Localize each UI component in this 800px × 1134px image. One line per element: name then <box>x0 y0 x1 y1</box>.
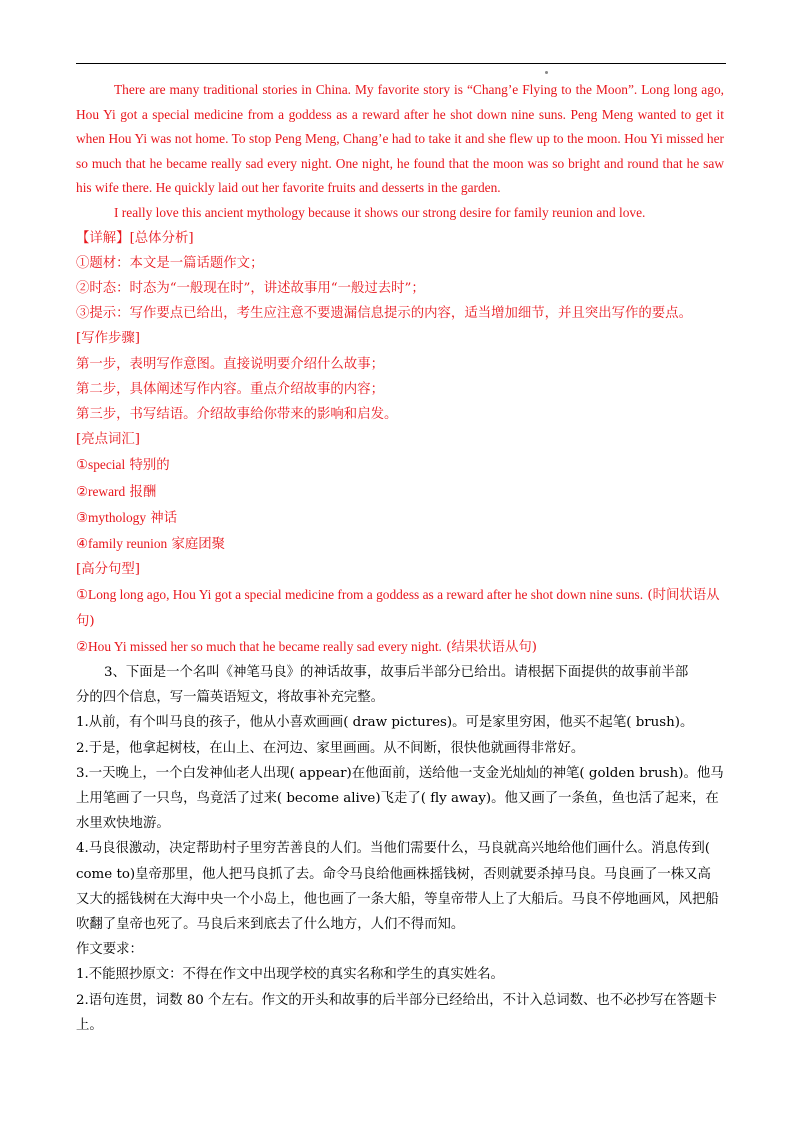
vocab-zh: 特别的 <box>125 458 170 474</box>
requirement-2: 2.语句连贯，词数 80 个左右。作文的开头和故事的后半部分已经给出，不计入总词数、也不必抄写在答题卡上。 <box>76 992 717 1033</box>
question-intro-line-2: 分的四个信息，写一篇英语短文，将故事补充完整。 <box>76 690 384 706</box>
vocab-num: ② <box>76 484 89 500</box>
header-rule <box>76 63 726 64</box>
sentences-heading: [高分句型] <box>76 562 141 578</box>
page-content <box>76 78 724 1038</box>
sentence-item-1 <box>76 582 724 633</box>
vocab-en: mythology <box>88 509 147 525</box>
vocab-num: ③ <box>76 510 89 526</box>
requirements-heading: 作文要求： <box>76 942 143 958</box>
analysis-heading <box>76 226 724 251</box>
vocab-en: family reunion <box>88 536 168 551</box>
vocab-zh: 家庭团聚 <box>167 537 226 552</box>
story-point-4: 4.马良很激动，决定帮助村子里穷苦善良的人们。当他们需要什么，马良就高兴地给他们画什么。消息传到( come to)皇帝那里，他人把马良抓了去。命令马良给他画株摇钱树，否则就要杀掉马良。马良画了一株又高又大的摇钱树在大海中央一个小岛上，他也画了一条大船，等皇帝带人上了大船后。马良不停地画风，风把船吹翻了皇帝也死了。马良后来到底去了什么地方，人们不得而知。 <box>76 841 719 933</box>
step-3: 第三步，书写结语。介绍故事给你带来的影响和启发。 <box>76 406 398 422</box>
vocab-item-3 <box>76 505 724 531</box>
overall-analysis-label: [总体分析] <box>129 230 194 246</box>
vocab-item-1 <box>76 452 724 478</box>
story-point-2: 2.于是，他拿起树枝，在山上、在河边、家里画画。从不间断，很快他就画得非常好。 <box>76 740 585 756</box>
sentence-en: Hou Yi missed her so much that he became really sad every night. <box>88 638 442 654</box>
requirement-1: 1.不能照抄原文：不得在作文中出现学校的真实名称和学生的真实姓名。 <box>76 967 504 983</box>
essay-paragraph-2: I really love this ancient mythology because it shows our strong desire for family reunion and love. <box>114 204 646 220</box>
sentence-num: ② <box>76 639 89 655</box>
vocab-item-4 <box>76 531 724 557</box>
steps-heading: [写作步骤] <box>76 331 141 347</box>
sentence-item-2 <box>76 634 724 660</box>
essay-paragraph-1: There are many traditional stories in China. My favorite story is “Chang’e Flying to the Moon”. Long long ago, Hou Yi got a special medicine from a goddess as a reward after he shot down nine suns. Peng Meng wanted to get it when Hou Yi was not home. To stop Peng Meng, Chang’e had to take it and she flew up to the moon. Hou Yi missed her so much that he became really sad every night. One night, he found that the moon was so bright and round that he saw his wife there. He quickly laid out her favorite fruits and desserts in the garden. <box>76 82 724 196</box>
page-dot <box>545 71 548 74</box>
sentence-en: Long long ago, Hou Yi got a special medicine from a goddess as a reward after he shot down nine suns. <box>88 587 644 603</box>
detail-bracket-label: 【详解】 <box>76 230 130 246</box>
step-2: 第二步，具体阐述写作内容。重点介绍故事的内容； <box>76 381 384 397</box>
sentence-note: (结果状语从句) <box>441 639 537 655</box>
vocab-item-2 <box>76 479 724 505</box>
sentence-num: ① <box>76 588 89 604</box>
vocab-heading: [亮点词汇] <box>76 432 141 448</box>
story-point-3: 3.一天晚上，一个白发神仙老人出现( appear)在他面前，送给他一支金光灿灿的神笔( golden brush)。他马上用笔画了一只鸟，鸟竟活了过来( become alive)飞走了( fly away)。他又画了一条鱼，鱼也活了起来，在水里欢快地游。 <box>76 765 724 832</box>
step-1: 第一步，表明写作意图。直接说明要介绍什么故事； <box>76 356 384 372</box>
analysis-item-1: ①题材：本文是一篇话题作文； <box>76 255 264 271</box>
vocab-en: special <box>88 457 126 473</box>
vocab-zh: 神话 <box>146 510 178 526</box>
analysis-item-2: ②时态：时态为“一般现在时”，讲述故事用“一般过去时”； <box>76 280 425 296</box>
vocab-zh: 报酬 <box>125 484 157 500</box>
question-intro-line-1: 3、下面是一个名叫《神笔马良》的神话故事，故事后半部分已给出。请根据下面提供的故事前半部 <box>104 665 689 681</box>
sentence-note: (时间状语从句) <box>76 588 720 629</box>
story-point-1: 1.从前，有个叫马良的孩子，他从小喜欢画画( draw pictures)。可是家里穷困，他买不起笔( brush)。 <box>76 715 694 731</box>
vocab-num: ④ <box>76 537 89 552</box>
analysis-item-3: ③提示：写作要点已给出，考生应注意不要遗漏信息提示的内容，适当增加细节，并且突出写作的要点。 <box>76 306 692 322</box>
vocab-en: reward <box>88 483 126 499</box>
vocab-num: ① <box>76 458 89 474</box>
